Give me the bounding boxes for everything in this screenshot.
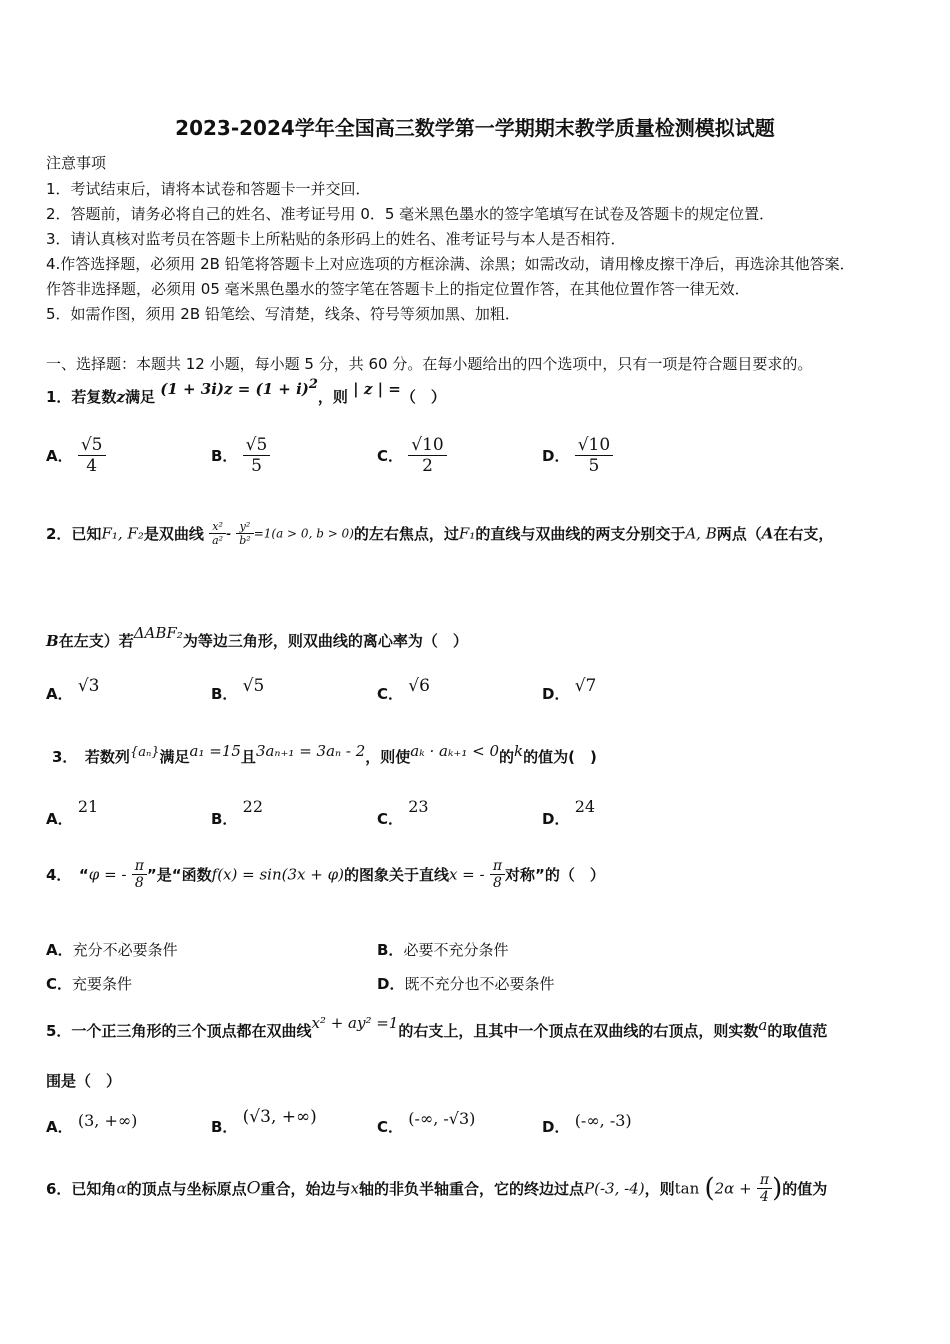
q4-option-d[interactable]: D．既不充分也不必要条件 bbox=[377, 975, 555, 993]
q3-option-c[interactable]: C． 23 bbox=[377, 797, 429, 828]
note-item: 4.作答选择题，必须用 2B 铅笔将答题卡上对应选项的方框涂满、涂黑；如需改动，请用橡皮擦干净后，再选涂其他答案． bbox=[46, 255, 855, 273]
q3-option-b[interactable]: B． 22 bbox=[211, 797, 264, 828]
question-2-cont: B在左支）若ΔABF₂为等边三角形，则双曲线的离心率为（ ） bbox=[46, 624, 468, 650]
question-1: 1．若复数z满足 $(1 + 3i)z = (1 + i)^2$，则 | z | =（ ） bbox=[46, 377, 446, 406]
q2-option-b[interactable]: B． √5 bbox=[211, 676, 265, 703]
q5-option-d[interactable]: D． (-∞, -3) bbox=[542, 1111, 632, 1136]
q1-option-a[interactable]: A． $\frac{√5}{4}$ bbox=[46, 435, 106, 476]
q1-option-d[interactable]: D． $\frac{√10}{5}$ bbox=[542, 435, 613, 476]
q2-option-c[interactable]: C． √6 bbox=[377, 676, 430, 703]
q5-option-c[interactable]: C． (-∞, -√3) bbox=[377, 1109, 476, 1136]
q4-option-a[interactable]: A．充分不必要条件 bbox=[46, 941, 178, 959]
question-6: 6．已知角α的顶点与坐标原点O重合，始边与x轴的非负半轴重合，它的终边过点P(-3, -4)，则tan (2α + $\frac{\pi}{4}$ )的值为 bbox=[46, 1172, 828, 1205]
note-item: 3．请认真核对监考员在答题卡上所粘贴的条形码上的姓名、准考证号与本人是否相符． bbox=[46, 230, 626, 248]
q5-option-b[interactable]: B． (√3, +∞) bbox=[211, 1107, 317, 1136]
q2-option-a[interactable]: A． √3 bbox=[46, 676, 100, 703]
q3-option-d[interactable]: D． 24 bbox=[542, 797, 596, 828]
page-title: 2023-2024学年全国高三数学第一学期期末教学质量检测模拟试题 bbox=[175, 116, 775, 140]
note-item: 1．考试结束后，请将本试卷和答题卡一并交回． bbox=[46, 180, 371, 198]
q4-option-c[interactable]: C．充要条件 bbox=[46, 975, 133, 993]
note-item: 2．答题前，请务必将自己的姓名、准考证号用 0．5 毫米黑色墨水的签字笔填写在试卷及答题卡的规定位置． bbox=[46, 205, 775, 223]
question-4: 4． “φ = - $\frac{\pi}{8}$ ”是“函数f(x) = sin(3x + φ)的图象关于直线x = - $\frac{\pi}{8}$ 对称”的（ ） bbox=[46, 858, 605, 891]
q5-option-a[interactable]: A． (3, +∞) bbox=[46, 1111, 138, 1136]
question-3: 3． 若数列{aₙ}满足a₁ =15且3aₙ₊₁ = 3aₙ - 2，则使aₖ · aₖ₊₁ < 0的k的值为( ) bbox=[52, 742, 597, 766]
note-item: 作答非选择题，必须用 05 毫米黑色墨水的签字笔在答题卡上的指定位置作答，在其他位置作答一律无效． bbox=[46, 280, 750, 298]
question-5: 5．一个正三角形的三个顶点都在双曲线x² + ay² =1的右支上，且其中一个顶点在双曲线的右顶点，则实数a的取值范 bbox=[46, 1014, 828, 1040]
q1-option-c[interactable]: C． $\frac{√10}{2}$ bbox=[377, 435, 447, 476]
section-heading: 一、选择题：本题共 12 小题，每小题 5 分，共 60 分。在每小题给出的四个选项中，只有一项是符合题目要求的。 bbox=[46, 355, 813, 373]
q1-option-b[interactable]: B． $\frac{√5}{5}$ bbox=[211, 435, 270, 476]
note-item: 5．如需作图，须用 2B 铅笔绘、写清楚，线条、符号等须加黑、加粗． bbox=[46, 305, 520, 323]
q2-option-d[interactable]: D． √7 bbox=[542, 676, 597, 703]
q4-option-b[interactable]: B．必要不充分条件 bbox=[377, 941, 509, 959]
question-5-cont: 围是（ ） bbox=[46, 1072, 122, 1090]
notes-heading: 注意事项 bbox=[46, 154, 107, 172]
question-2: 2．已知F₁, F₂是双曲线 $\frac{\text{x²}}{\text{a²}}$ - $\frac{\text{y²}}{\text{b²}}$ =1(a > 0, b > 0)的左右焦点，过F₁的直线与双曲线的两支分别交于A, B两点（A在右支， bbox=[46, 520, 834, 547]
q3-option-a[interactable]: A． 21 bbox=[46, 797, 99, 828]
